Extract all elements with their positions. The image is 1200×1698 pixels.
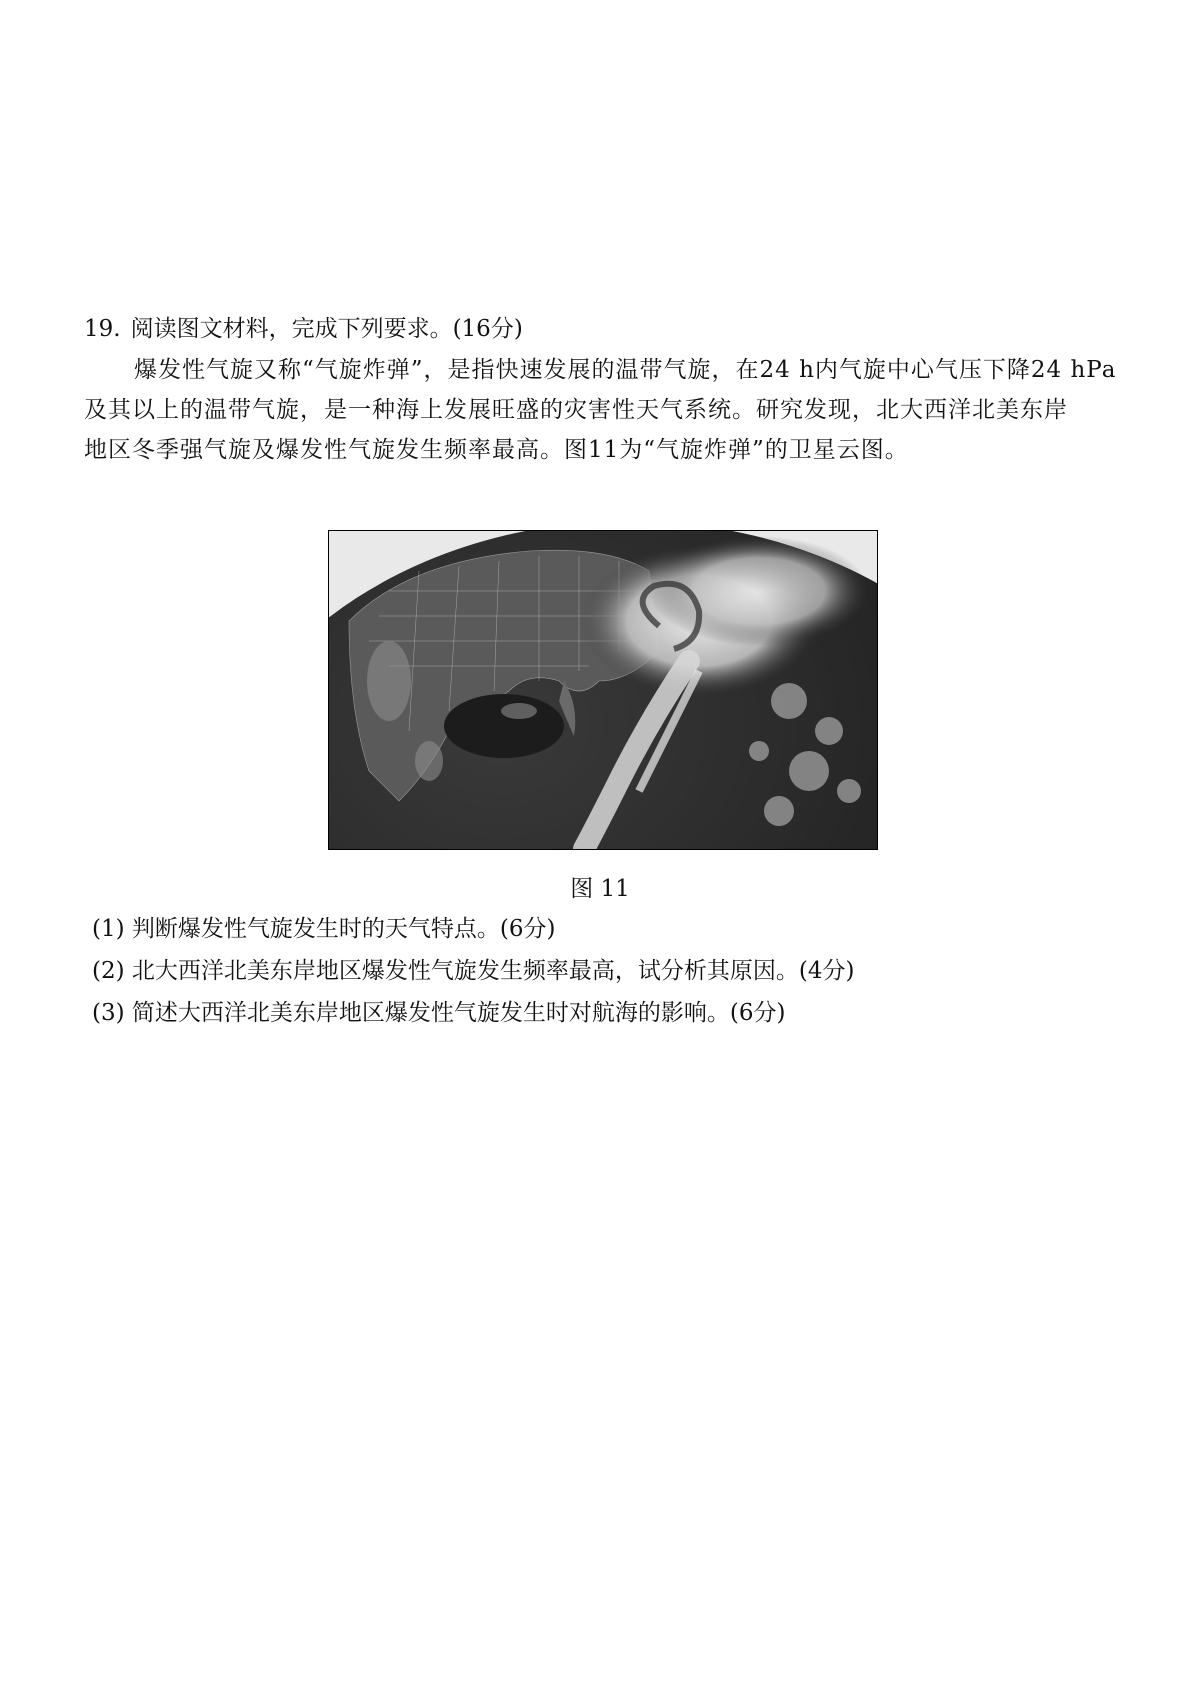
question-header bbox=[84, 312, 523, 346]
sub-question: (3) 简述大西洋北美东岸地区爆发性气旋发生时对航海的影响。(6分) bbox=[92, 1000, 786, 1026]
figure-caption: 图 11 bbox=[570, 876, 630, 902]
question-instruction: 阅读图文材料，完成下列要求。(16分) bbox=[130, 316, 523, 342]
sub-question: (2) 北大西洋北美东岸地区爆发性气旋发生频率最高，试分析其原因。(4分) bbox=[92, 958, 855, 984]
satellite-cloud-image bbox=[328, 530, 878, 850]
passage-line: 爆发性气旋又称“气旋炸弹”，是指快速发展的温带气旋，在24 h内气旋中心气压下降24 hPa bbox=[134, 357, 1117, 383]
passage-line: 地区冬季强气旋及爆发性气旋发生频率最高。图11为“气旋炸弹”的卫星云图。 bbox=[84, 437, 909, 463]
sub-question-list bbox=[92, 908, 854, 1034]
sub-question: (1) 判断爆发性气旋发生时的天气特点。(6分) bbox=[92, 916, 556, 942]
passage-line: 及其以上的温带气旋，是一种海上发展旺盛的灾害性天气系统。研究发现，北大西洋北美东岸 bbox=[84, 397, 1068, 423]
question-passage bbox=[84, 350, 1164, 470]
question-number: 19. bbox=[84, 316, 121, 342]
